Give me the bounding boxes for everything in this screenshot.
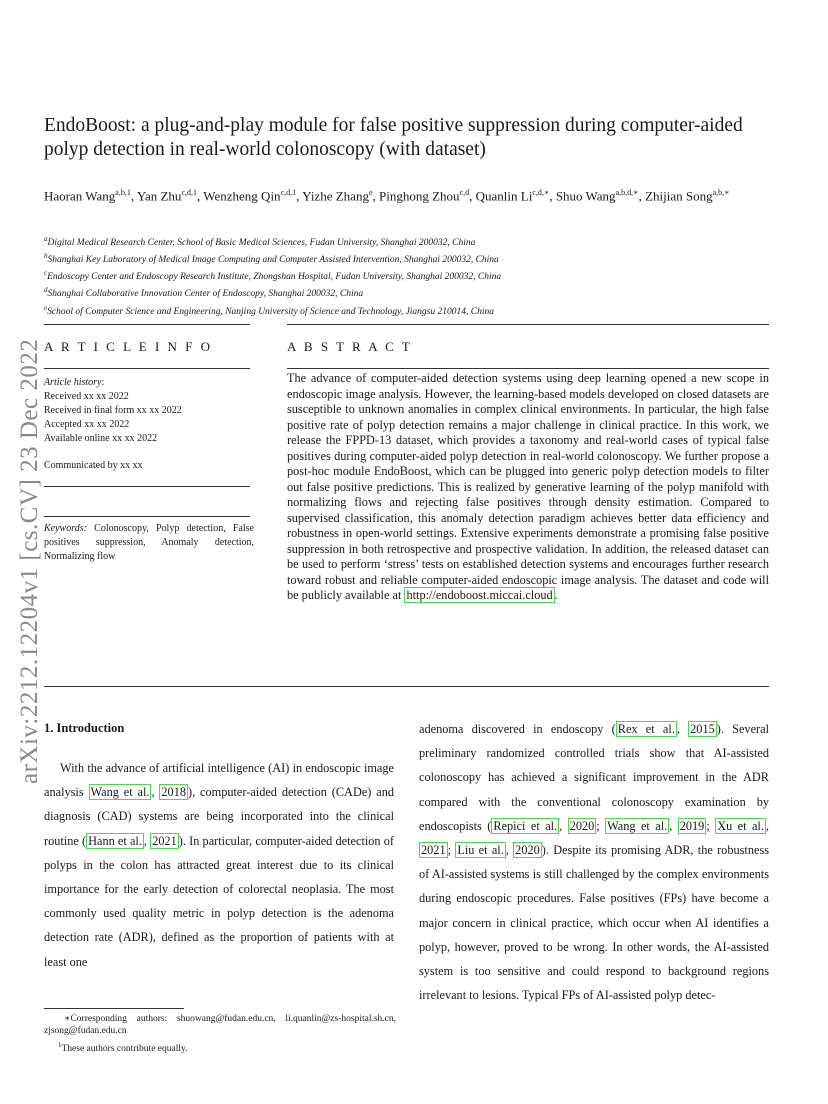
affiliation-item: [44, 302, 784, 319]
footnote-marker: 1: [58, 1041, 62, 1049]
affiliation-marker: c: [44, 269, 48, 278]
author-affiliation-marker: c,d,∗: [532, 188, 550, 197]
citation-link[interactable]: Liu et al.: [457, 843, 504, 858]
author-name: Pinghong Zhou: [379, 188, 460, 204]
body-text: ;: [596, 818, 606, 833]
footnote-rule: [44, 1008, 184, 1009]
body-text: adenoma discovered in endoscopy (: [419, 722, 616, 736]
article-info-heading-rule: [44, 368, 250, 369]
affiliation-marker: d: [44, 286, 48, 295]
citation-link[interactable]: Repici et al.: [493, 818, 558, 833]
article-info-heading: A R T I C L E I N F O: [44, 339, 213, 354]
body-text: ,: [669, 818, 678, 833]
affiliation-marker: e: [44, 303, 48, 312]
affiliation-marker: a: [44, 235, 48, 243]
affiliation-list: [44, 233, 784, 319]
author-affiliation-marker: c,d,1: [280, 188, 297, 197]
affiliation-text: Shanghai Key Laboratory of Medical Image Computing and Computer Assisted Intervention, Shanghai 200032, China: [47, 255, 499, 266]
citation-link[interactable]: Hann et al.: [88, 833, 142, 848]
citation-link[interactable]: Rex et al.: [617, 722, 675, 736]
intro-column-right: [419, 717, 769, 1007]
abstract-text: The advance of computer-aided detection systems using deep learning opened a new scope in endoscopic image analysis. However, the learning-based models developed on closed datasets are susceptible to unknown anomalies in complex clinical environments. In particular, the high false positive rate of polyp detection remains a major challenge in clinical practice. In this work, we release the FPPD-13 dataset, which provides a taxonomy and real-world cases of typical false positives during computer-aided polyp detection in real-world colonoscopy. We further propose a post-hoc module EndoBoost, which can be plugged into generic polyp detection models to filter out false positive predictions. This is realized by generative learning of the polyp manifold with normalizing flows and rejecting false positives through density estimation. Compared to supervised classification, this anomaly detection paradigm achieves better data efficiency and robustness in open-world settings. Extensive experiments demonstrate a promising false positive suppression in both retrospective and prospective validation. In addition, the released dataset can be used to perform ‘stress’ tests on established detection systems and encourages further research toward robust and reliable computer-aided endoscopic image analysis. The dataset and code will be publicly available at: [287, 371, 769, 602]
article-info-top-rule: [44, 324, 250, 325]
body-text: ,: [151, 785, 160, 800]
affiliation-text: Digital Medical Research Center, School of Basic Medical Sciences, Fudan University, Shanghai 200032, China: [47, 238, 476, 249]
body-text: ;: [706, 818, 716, 833]
body-text: ). Several preliminary randomized controlled trials show that AI-assisted colonoscopy has achieved a significant improvement in the ADR compared with the conventional colonoscopy examination by endoscopists (: [419, 722, 770, 833]
footnote-equal-contribution: [58, 1039, 410, 1055]
front-matter-bottom-rule: [44, 686, 769, 687]
body-text: ;: [447, 843, 456, 858]
body-text: ,: [559, 818, 568, 833]
keywords: [44, 522, 254, 564]
body-text: ). In particular, computer-aided detection of polyps in the colon has attracted great interest due to its clinical importance for the early detection of colorectal neoplasia. The most commonly used quality metric in polyp detection is the adenoma detection rate (ADR), defined as the proportion of patients with at least one: [44, 833, 394, 969]
arxiv-identifier: arXiv:2212.12204v1 [cs.CV] 23 Dec 2022: [16, 338, 43, 784]
abstract-heading: A B S T R A C T: [287, 339, 413, 354]
author-name: Wenzheng Qin: [203, 188, 281, 204]
history-received: Received xx xx 2022: [44, 391, 129, 402]
author-name: Quanlin Li: [475, 188, 533, 204]
body-text: ), computer-aided detection (CADe) and diagnosis (CAD) systems are being incorporated into the clinical routine (: [44, 785, 394, 848]
history-revised: Received in final form xx xx 2022: [44, 405, 182, 416]
citation-link[interactable]: Xu et al.: [717, 818, 764, 833]
abstract-heading-rule: [287, 368, 769, 369]
keywords-label: Keywords:: [44, 523, 87, 534]
affiliation-text: Shanghai Collaborative Innovation Center of Endoscopy, Shanghai 200032, China: [47, 289, 364, 300]
author-name: Shuo Wang: [555, 188, 616, 204]
citation-link[interactable]: 2015: [690, 722, 715, 736]
affiliation-item: [44, 250, 784, 267]
history-online: Available online xx xx 2022: [44, 433, 158, 444]
abstract-body: The advance of computer-aided detection systems using deep learning opened a new scope in endoscopic image analysis. However, the learning-based models developed on closed datasets are susceptible to unknown anomalies in complex clinical environments. In particular, the high false positive rate of polyp detection remains a major challenge in clinical practice. In this work, we release the FPPD-13 dataset, which provides a taxonomy and real-world cases of typical false positives during computer-aided polyp detection in real-world colonoscopy. We further propose a post-hoc module EndoBoost, which can be plugged into generic polyp detection models to filter out false positive predictions. This is realized by generative learning of the polyp manifold with normalizing flows and rejecting false positives through density estimation. Compared to supervised classification, this anomaly detection paradigm achieves better data efficiency and robustness in open-world settings. Extensive experiments demonstrate a promising false positive suppression in both retrospective and prospective validation. In addition, the released dataset can be used to perform ‘stress’ tests on established detection systems and encourages further research toward robust and reliable computer-aided endoscopic image analysis. The dataset and code will be publicly available at http://endoboost.miccai.cloud .: [287, 371, 769, 602]
author-affiliation-marker: a,b,d,∗: [615, 188, 639, 197]
citation-link[interactable]: 2021: [421, 843, 446, 858]
affiliation-item: [44, 267, 784, 284]
body-text: ). Despite its promising ADR, the robustness of AI-assisted systems is still challenged by the complex environments during endoscopic procedures. False positives (FPs) have become a major concern in clinical practice, which occur when AI identifies a polyp, however, proved to be wrong. In other words, the AI-assisted system is too sensitive and could respond to background regions irrelevant to lesions. Typical FPs of AI-assisted polyp detec-: [419, 843, 770, 1003]
article-history-label: Article history: [44, 377, 102, 388]
author-list: Haoran Wang$^{a,b,1}$, Yan Zhu$^{c,d,1}$, Wenzheng Qin$^{c,d,1}$, Yizhe Zhang$^e$, Pinghong Zhou$^{c,d}$, Quanlin $Li^{c,d,∗}$, Shuo Wang$^{a,b,d,∗}$, Zhijian Song$^{a,b,∗}$: [44, 188, 730, 204]
citation-link[interactable]: 2020: [515, 843, 540, 858]
author-name: Yan Zhu: [136, 188, 182, 204]
citation-link[interactable]: 2020: [569, 818, 595, 833]
author-affiliation-marker: a,b,∗: [712, 188, 730, 197]
section-heading-introduction: 1. Introduction: [44, 721, 125, 735]
intro-column-left: [44, 756, 394, 974]
article-info-divider-2: [44, 516, 250, 517]
footnote-equal-text: These authors contribute equally.: [61, 1044, 188, 1055]
affiliation-text: School of Computer Science and Engineering, Nanjing University of Science and Technology, Jiangsu 210014, China: [47, 306, 494, 317]
author-name: Haoran Wang: [44, 188, 116, 204]
citation-link[interactable]: 2021: [152, 833, 177, 848]
author-name: Zhijian Song: [645, 188, 713, 204]
author-affiliation-marker: a,b,1: [115, 188, 131, 197]
author-affiliation-marker: c,d,1: [181, 188, 197, 197]
body-text: ,: [765, 818, 769, 833]
author-affiliation-marker: e: [368, 188, 373, 197]
author-affiliation-marker: c,d: [459, 188, 470, 197]
abstract-top-rule: [287, 324, 769, 325]
paper-title: EndoBoost: a plug-and-play module for false positive suppression during computer-aided polyp detection in real-world colonoscopy (with dataset): [44, 115, 743, 160]
history-accepted: Accepted xx xx 2022: [44, 419, 130, 430]
citation-link[interactable]: 2018: [161, 785, 186, 800]
citation-link[interactable]: 2019: [679, 818, 705, 833]
affiliation-marker: b: [44, 252, 48, 261]
article-history: Article history: Received xx xx 2022 Received in final form xx xx 2022 Accepted xx xx 2022 Available online xx xx 2022: [44, 376, 254, 446]
body-text: With the advance of artificial intelligence (AI) in endoscopic image analysis: [44, 761, 394, 800]
footnote-corresponding: ∗Corresponding authors: shuowang@fudan.edu.cn, li.quanlin@zs-hospital.sh.cn, zjsong@fudan.edu.cn: [44, 1014, 396, 1036]
communicated-by: Communicated by xx xx: [44, 460, 143, 471]
citation-link[interactable]: Wang et al.: [90, 785, 150, 800]
citation-link[interactable]: Wang et al.: [607, 818, 668, 833]
keywords-list: Colonoscopy, Polyp detection, False positives suppression, Anomaly detection, Normalizing flow: [44, 523, 254, 562]
article-info-divider-1: [44, 486, 250, 487]
affiliation-item: [44, 233, 784, 250]
affiliation-item: [44, 284, 784, 301]
body-text: ,: [676, 722, 689, 736]
body-text: ,: [505, 843, 514, 858]
affiliation-text: Endoscopy Center and Endoscopy Research Institute, Zhongshan Hospital, Fudan University, Shanghai 200032, China: [47, 272, 502, 283]
author-name: Yizhe Zhang: [302, 188, 369, 204]
body-text: ,: [143, 833, 151, 848]
dataset-url-link[interactable]: http://endoboost.miccai.cloud: [406, 588, 553, 602]
